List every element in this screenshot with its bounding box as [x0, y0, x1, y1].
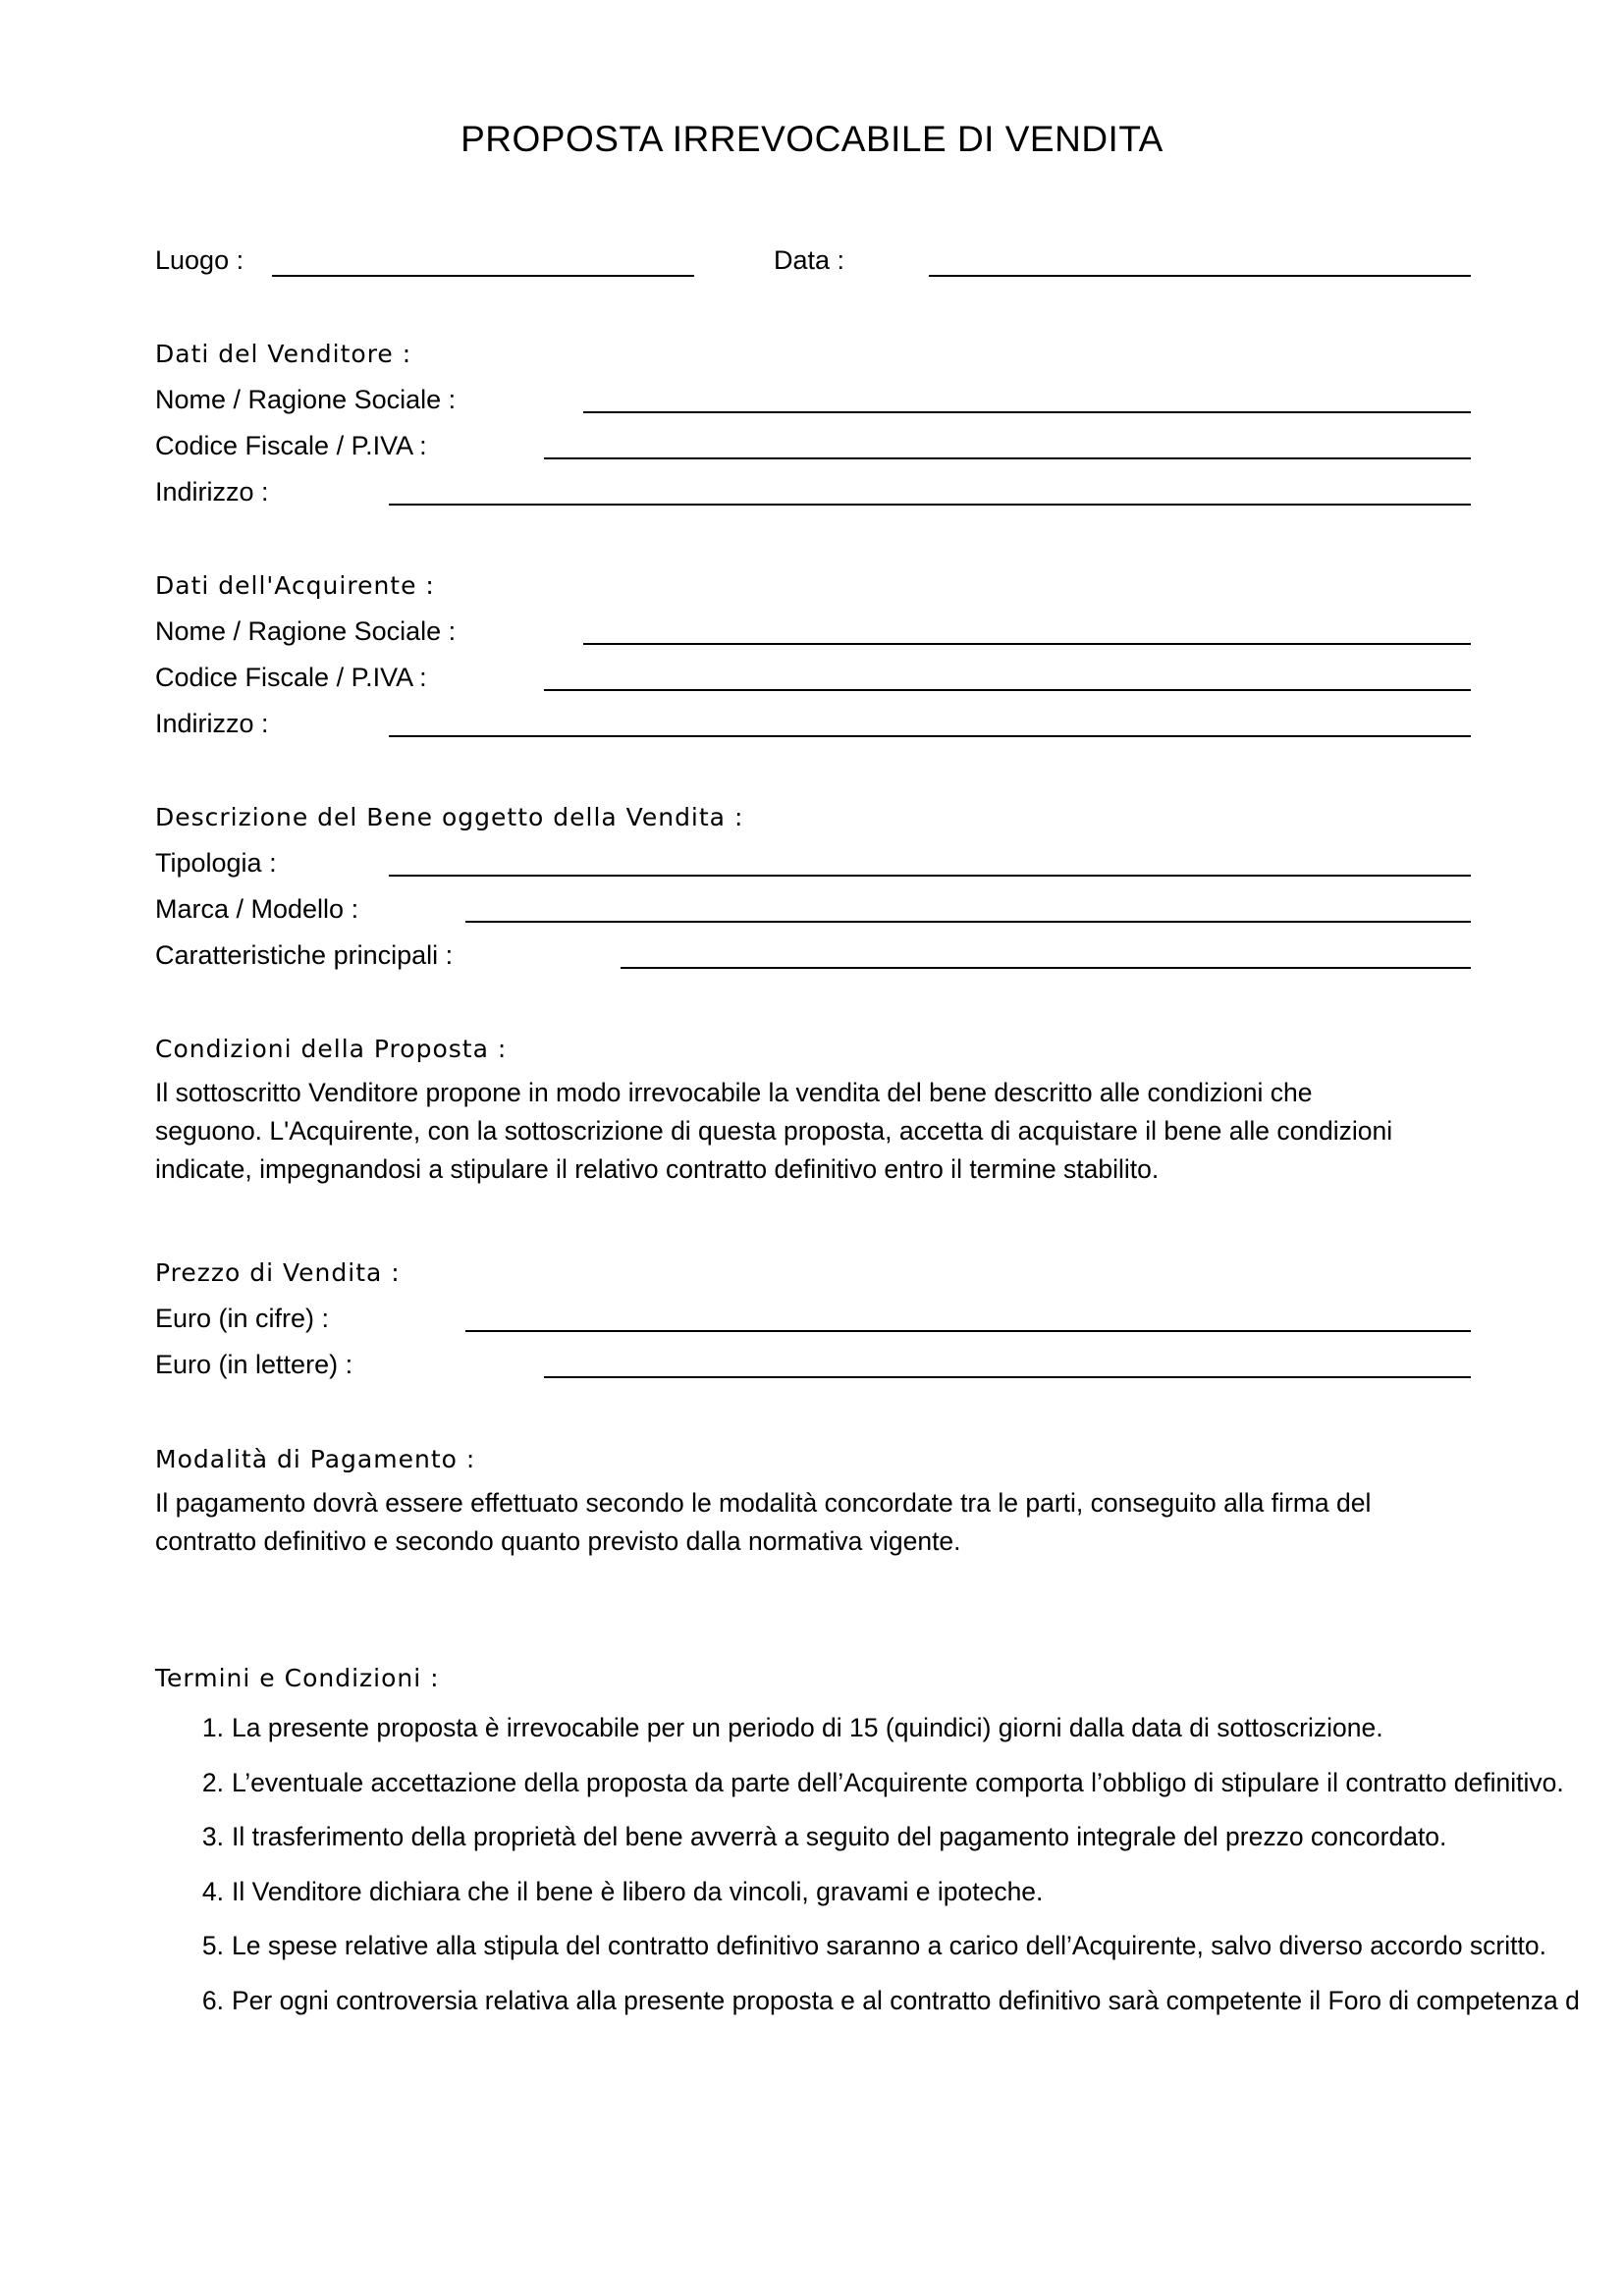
seller-name-row	[155, 377, 1471, 423]
terms-item-text: Il Venditore dichiara che il bene è libero da vincoli, gravami e ipoteche.	[232, 1876, 1044, 1906]
terms-section	[155, 1655, 1624, 2028]
seller-heading: Dati del Venditore :	[155, 340, 412, 368]
luogo-field[interactable]	[272, 275, 694, 277]
terms-item-text: L’eventuale accettazione della proposta da parte dell’Acquirente comporta l’obbligo di stipulare il contratto definitivo.	[232, 1767, 1564, 1797]
price-words-label: Euro (in lettere) :	[155, 1350, 353, 1379]
goods-features-row	[155, 933, 1471, 979]
conditions-line: Il sottoscritto Venditore propone in modo irrevocabile la vendita del bene descritto alle condizioni che	[155, 1078, 1313, 1107]
buyer-taxid-field[interactable]	[544, 689, 1471, 691]
goods-section	[155, 794, 1471, 979]
buyer-address-label: Indirizzo :	[155, 709, 269, 738]
goods-type-row	[155, 840, 1471, 886]
terms-item-number: 6.	[201, 1985, 224, 2015]
conditions-line: indicate, impegnandosi a stipulare il relativo contratto definitivo entro il termine stabilito.	[155, 1154, 1160, 1184]
price-heading: Prezzo di Vendita :	[155, 1258, 401, 1287]
terms-item	[155, 1919, 1624, 1974]
buyer-name-row	[155, 609, 1471, 655]
payment-line: contratto definitivo e secondo quanto previsto dalla normativa vigente.	[155, 1526, 961, 1556]
goods-type-label: Tipologia :	[155, 848, 277, 878]
terms-heading: Termini e Condizioni :	[155, 1664, 440, 1692]
buyer-address-field[interactable]	[389, 735, 1471, 737]
terms-item	[155, 1974, 1624, 2029]
conditions-text	[155, 1074, 1471, 1189]
price-words-row	[155, 1342, 1471, 1388]
place-date-row	[155, 241, 1471, 291]
price-figures-label: Euro (in cifre) :	[155, 1304, 330, 1333]
price-section	[155, 1250, 1471, 1388]
seller-address-row	[155, 469, 1471, 515]
buyer-name-field[interactable]	[583, 643, 1471, 645]
buyer-section	[155, 562, 1471, 747]
seller-name-field[interactable]	[583, 411, 1471, 413]
buyer-taxid-row	[155, 655, 1471, 701]
buyer-heading: Dati dell'Acquirente :	[155, 571, 435, 600]
luogo-label: Luogo :	[155, 245, 244, 275]
data-field[interactable]	[929, 275, 1471, 277]
goods-model-row	[155, 886, 1471, 933]
terms-item	[155, 1756, 1624, 1811]
payment-line: Il pagamento dovrà essere effettuato secondo le modalità concordate tra le parti, conseguito alla firma del	[155, 1488, 1372, 1518]
buyer-name-label: Nome / Ragione Sociale :	[155, 616, 457, 646]
conditions-section	[155, 1026, 1471, 1189]
seller-name-label: Nome / Ragione Sociale :	[155, 385, 457, 414]
terms-item-number: 4.	[201, 1876, 224, 1906]
terms-item-number: 1.	[201, 1713, 224, 1742]
data-label: Data :	[774, 245, 845, 275]
buyer-taxid-label: Codice Fiscale / P.IVA :	[155, 663, 427, 692]
conditions-heading: Condizioni della Proposta :	[155, 1035, 508, 1063]
terms-item	[155, 1865, 1624, 1920]
seller-address-label: Indirizzo :	[155, 477, 269, 507]
conditions-line: seguono. L'Acquirente, con la sottoscrizione di questa proposta, accetta di acquistare il bene alle condizioni	[155, 1116, 1393, 1146]
seller-taxid-row	[155, 423, 1471, 469]
goods-type-field[interactable]	[389, 875, 1471, 877]
goods-model-field[interactable]	[465, 921, 1471, 923]
seller-section	[155, 331, 1471, 515]
terms-list	[155, 1701, 1624, 2028]
terms-item-text: La presente proposta è irrevocabile per un periodo di 15 (quindici) giorni dalla data di sottoscrizione.	[232, 1713, 1383, 1742]
terms-item-number: 2.	[201, 1767, 224, 1797]
seller-taxid-field[interactable]	[544, 457, 1471, 459]
seller-address-field[interactable]	[389, 504, 1471, 506]
seller-taxid-label: Codice Fiscale / P.IVA :	[155, 431, 427, 460]
payment-text	[155, 1484, 1471, 1561]
price-figures-field[interactable]	[465, 1330, 1471, 1332]
goods-model-label: Marca / Modello :	[155, 894, 359, 924]
terms-item-number: 3.	[201, 1822, 224, 1851]
buyer-address-row	[155, 701, 1471, 747]
payment-heading: Modalità di Pagamento :	[155, 1445, 476, 1473]
terms-item-number: 5.	[201, 1931, 224, 1960]
price-words-field[interactable]	[544, 1376, 1471, 1378]
terms-item-text: Le spese relative alla stipula del contratto definitivo saranno a carico dell’Acquirente, salvo diverso accordo scritto.	[232, 1931, 1546, 1960]
terms-item-text: Per ogni controversia relativa alla presente proposta e al contratto definitivo sarà competente il Foro di competenza d	[232, 1985, 1580, 2015]
terms-item	[155, 1701, 1624, 1756]
document-title: PROPOSTA IRREVOCABILE DI VENDITA	[460, 119, 1164, 159]
goods-features-field[interactable]	[621, 967, 1471, 969]
payment-section	[155, 1436, 1471, 1561]
terms-item	[155, 1810, 1624, 1865]
goods-heading: Descrizione del Bene oggetto della Vendita :	[155, 803, 744, 831]
terms-item-text: Il trasferimento della proprietà del bene avverrà a seguito del pagamento integrale del prezzo concordato.	[232, 1822, 1447, 1851]
price-figures-row	[155, 1296, 1471, 1342]
goods-features-label: Caratteristiche principali :	[155, 940, 454, 970]
